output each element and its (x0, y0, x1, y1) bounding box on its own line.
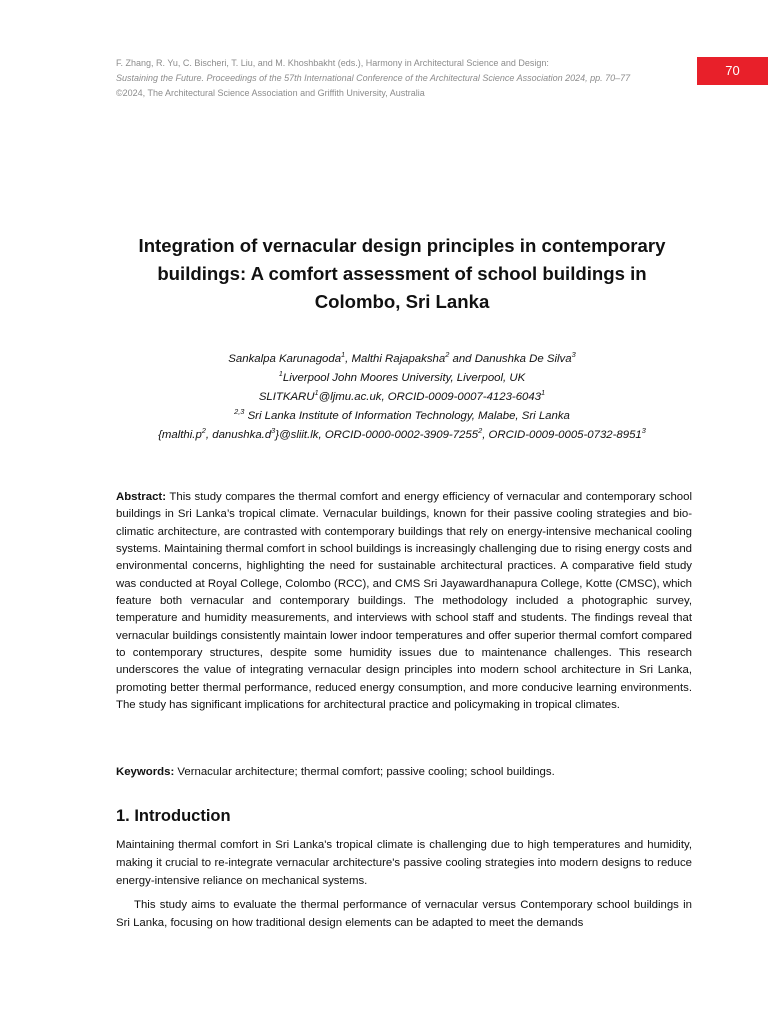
intro-paragraph-1: Maintaining thermal comfort in Sri Lanka's tropical climate is challenging due to high temperatures and humidity, making it crucial to re-integrate vernacular architecture's passive cooling strategies into modern designs to reduce energy-intensive reliance on mechanical systems. (116, 839, 692, 887)
author-2: Malthi Rajapaksha (351, 353, 446, 365)
email-2-b: , danushka.d (205, 429, 272, 441)
title-line-3: Colombo, Sri Lanka (314, 291, 490, 312)
page-number-badge: 70 (697, 57, 768, 85)
title-line-1: Integration of vernacular design principles in contemporary (138, 235, 666, 256)
email-2-d: , ORCID-0009-0005-0732-8951 (482, 429, 642, 441)
affiliation-1 (112, 369, 692, 388)
email-1-post: @ljmu.ac.uk, ORCID-0009-0007-4123-6043 (318, 391, 542, 403)
author-1: Sankalpa Karunagoda (228, 353, 342, 365)
email-1-pre: SLITKARU (258, 391, 315, 403)
email-line-1 (112, 388, 692, 407)
paper-title (112, 232, 692, 316)
email-1-sup: 1 (314, 388, 319, 398)
email-1-end-sup: 1 (541, 388, 546, 398)
affiliation-2-sup: 2,3 (234, 407, 245, 417)
email-2-c: }@sliit.lk, ORCID-0000-0002-3909-7255 (275, 429, 479, 441)
email-2-d-sup: 3 (641, 426, 646, 436)
author-names (112, 350, 692, 369)
section-heading-introduction: 1. Introduction (116, 807, 231, 825)
author-1-sup: 1 (341, 350, 346, 360)
affiliation-1-text: Liverpool John Moores University, Liverpool, UK (282, 372, 526, 384)
author-3: Danushka De Silva (474, 353, 572, 365)
keywords-text: Vernacular architecture; thermal comfort; passive cooling; school buildings. (177, 766, 555, 778)
email-2-c-sup: 2 (478, 426, 483, 436)
intro-paragraph-2: This study aims to evaluate the thermal performance of vernacular versus Contemporary school buildings in Sri Lanka, focusing on how traditional design elements can be adapted to meet the demands (116, 899, 692, 929)
email-2-b-sup: 3 (271, 426, 276, 436)
keywords (116, 764, 692, 781)
email-2-a-sup: 2 (201, 426, 206, 436)
header-copyright-line: ©2024, The Architectural Science Association and Griffith University, Australia (116, 88, 425, 98)
keywords-label: Keywords: (116, 766, 175, 778)
affiliation-2 (112, 407, 692, 426)
affiliation-2-text: Sri Lanka Institute of Information Technology, Malabe, Sri Lanka (244, 410, 570, 422)
author-block (112, 350, 692, 445)
title-line-2: buildings: A comfort assessment of school buildings in (157, 263, 647, 284)
affiliation-1-sup: 1 (278, 369, 283, 379)
abstract-text: This study compares the thermal comfort and energy efficiency of vernacular and contemporary school buildings in Sri Lanka’s tropical climate. Vernacular buildings, known for their passive cooling strategies and bio-climatic architecture, are contrasted with contemporary buildings that rely on energy-intensive mechanical cooling systems. Maintaining thermal comfort in school buildings is increasingly challenging due to rising energy costs and environmental concerns, highlighting the need for sustainable architectural practices. A comparative field study was conducted at Royal College, Colombo (RCC), and CMS Sri Jayawardhanapura College, Kotte (CMSC), which feature both vernacular and contemporary buildings. The methodology included a photographic survey, temperature and humidity measurements, and interviews with school staff and students. The findings reveal that vernacular buildings consistently maintain lower indoor temperatures and offer superior thermal comfort compared to contemporary structures, despite some humidity issues due to maintenance challenges. This research underscores the value of integrating vernacular design principles into modern school architecture in Sri Lanka, promoting better thermal performance, reduced energy consumption, and more conducive learning environments. The study has significant implications for architectural practice and policymaking in tropical climates. (116, 491, 692, 712)
abstract-label: Abstract: (116, 491, 167, 503)
header-editors-line: F. Zhang, R. Yu, C. Bischeri, T. Liu, and M. Khoshbakht (eds.), Harmony in Architectural Science and Design: (116, 58, 549, 68)
author-3-sup: 3 (571, 350, 576, 360)
author-sep-1: , (345, 353, 352, 365)
running-header (116, 56, 716, 101)
abstract (116, 489, 692, 714)
header-proceedings-line: Sustaining the Future. Proceedings of the 57th International Conference of the Architectural Science Association 2024, pp. 70–77 (116, 73, 631, 83)
email-line-2 (112, 426, 692, 445)
email-2-a: {malthi.p (158, 429, 202, 441)
author-sep-2: and (449, 353, 475, 365)
author-2-sup: 2 (445, 350, 450, 360)
